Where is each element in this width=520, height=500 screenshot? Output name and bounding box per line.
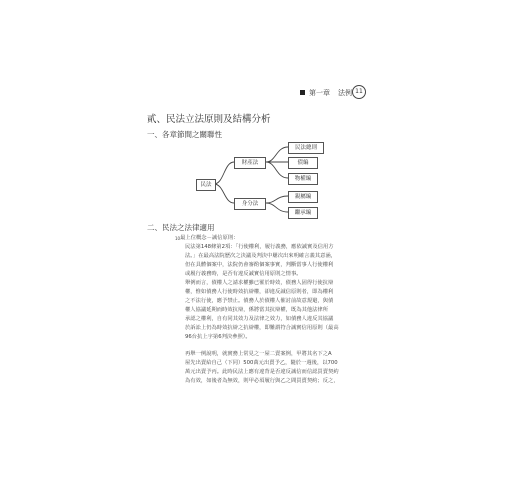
paragraph-line: 或履行義務時，是否有違反誠實信用原則之情事。 [185, 271, 302, 277]
paragraph-line: 承認之權利，自有同其效力及法律之效力，如債務人違反其協議 [185, 316, 334, 322]
chapter-marker-icon [300, 90, 305, 95]
paragraph-line: 為有效，如後者為無效，則甲必須履行與乙之間買賣契約；反之， [185, 378, 339, 384]
paragraph-line: 舉例而言，債權人之請求權雖已罹於時效，債務人固得行使抗辯 [185, 280, 334, 286]
node-family-law: 身分法 [234, 198, 266, 210]
connector-root-property [214, 162, 234, 184]
node-general-principles: 民法總則 [288, 142, 324, 154]
footnote-marker: 10 [175, 236, 181, 241]
connector-family-relatives [266, 196, 288, 203]
paragraph-line: 權人協議延期而時效抗辯，係將當其抗辯權，既為其他法律所 [185, 307, 329, 313]
paragraph-line: 之不法行使，應予禁止。債務人於債權人催討前故意規避，與債 [185, 298, 334, 304]
paragraph-line: 再舉一例說明，就實務上常見之一屋二賣案例，甲將其名下之A [185, 351, 332, 357]
subsection-heading-application: 二、民法之法律適用 [147, 223, 215, 232]
node-civil-law: 民法 [196, 179, 216, 191]
paragraph-line: 於訴訟上仍為時效抗辯之抗辯權，即難謂符合誠實信用原則（最高 [185, 325, 339, 331]
paragraph-line: 民法第148條第2項：「行使權利，履行義務，應依誠實及信用方 [185, 244, 334, 250]
paragraph-line: 法。」在最高法院歷次之決議及判決中屢次出來明確言義其意涵， [185, 253, 336, 259]
section-title: 貳、民法立法原則及結構分析 [147, 114, 271, 125]
node-relatives: 親屬編 [288, 191, 318, 203]
civil-law-structure-diagram [196, 140, 336, 220]
running-head-section: 法例 [338, 89, 352, 97]
connector-root-family [214, 184, 234, 203]
paragraph-line: 萬元出賣予丙。此時民法上應有違背是否違反誠信而信認買賣契約 [185, 369, 339, 375]
paragraph-line: $^{10}$最上位概念－誠信原則： [175, 235, 239, 241]
paragraph-line: 96台抗上字第6判決參照）。 [185, 334, 251, 340]
connector-family-succession [266, 203, 288, 212]
subsection-heading-relations: 一、各章節間之關聯性 [147, 130, 222, 139]
paragraph-line: 權，惟如債務人行使時效抗辯權，卻違反誠信原則者，即為權利 [185, 289, 334, 295]
running-head-chapter: 第一章 [309, 89, 330, 97]
connector-property-general [266, 147, 288, 162]
node-succession: 繼承編 [288, 207, 318, 219]
node-obligations: 債編 [288, 157, 318, 169]
paragraph-line: 屋先出賣給自己（下同）500萬元出賣予乙，隨於一週後，以700 [185, 360, 338, 366]
paragraph-line: 但在具體個案中，法院仍會審酌個案事實，判斷當事人行使權利 [185, 262, 334, 268]
node-property-law: 財產法 [234, 157, 266, 169]
node-property-rights: 物權編 [288, 173, 318, 185]
connector-property-rights [266, 162, 288, 178]
page-number: 11 [352, 85, 366, 99]
